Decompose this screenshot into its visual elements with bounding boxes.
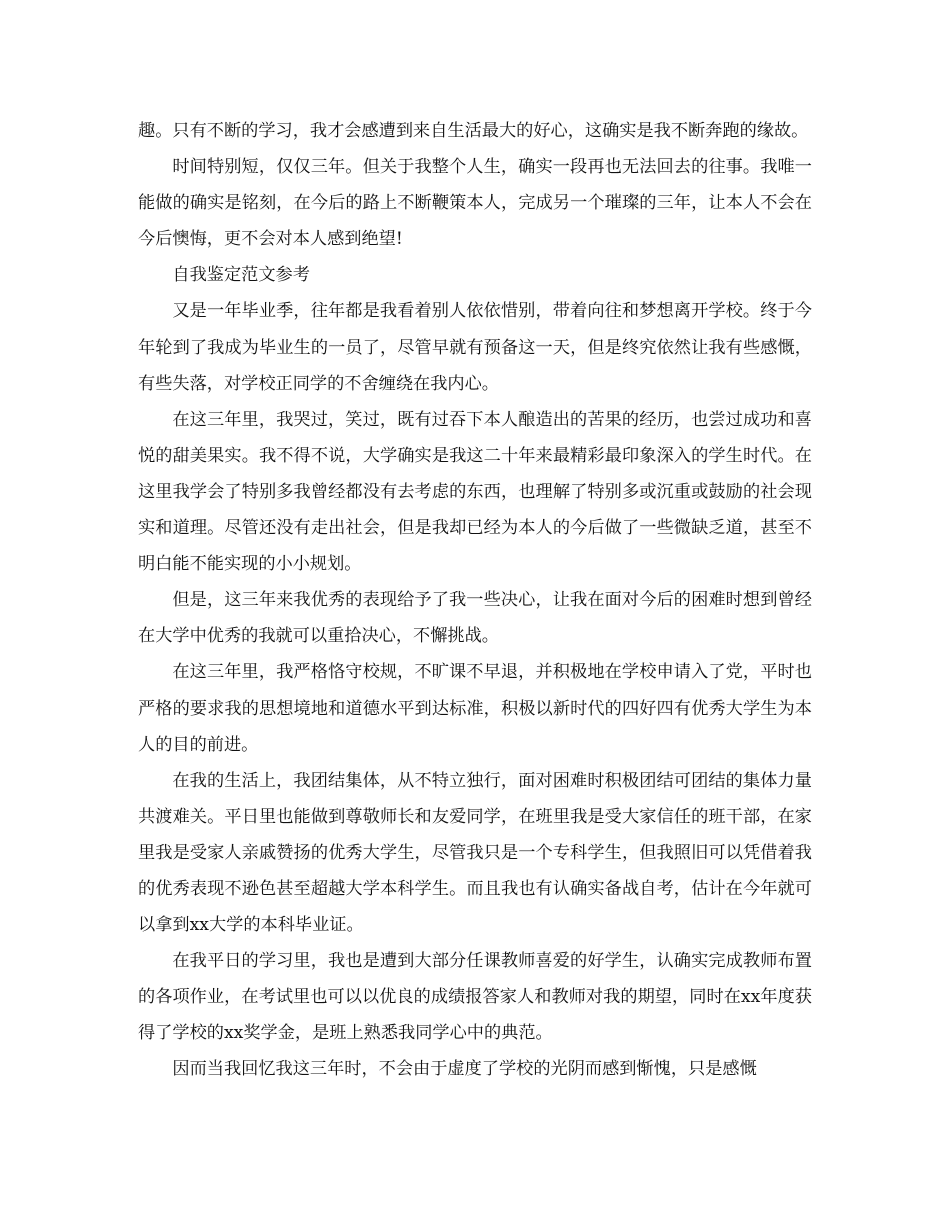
paragraph: 但是，这三年来我优秀的表现给予了我一些决心，让我在面对今后的困难时想到曾经在大学中优秀的我就可以重拾决心，不懈挑战。 [138,590,812,647]
document-body [138,113,812,1088]
paragraph: 在我平日的学习里，我也是遭到大部分任课教师喜爱的好学生，认确实完成教师布置的各项作业，在考试里也可以以优良的成绩报答家人和教师对我的期望，同时在xx年度获得了学校的xx奖学金，是班上熟悉我同学心中的典范。 [138,951,812,1044]
paragraph: 因而当我回忆我这三年时，不会由于虚度了学校的光阴而感到惭愧，只是感慨 [172,1059,757,1080]
section-heading: 自我鉴定范文参考 [172,265,310,286]
paragraph: 在我的生活上，我团结集体，从不特立独行，面对困难时积极团结可团结的集体力量共渡难关。平日里也能做到尊敬师长和友爱同学，在班里我是受大家信任的班干部，在家里我是受家人亲戚赞扬的优秀大学生，尽管我只是一个专科学生，但我照旧可以凭借着我的优秀表现不逊色甚至超越大学本科学生。而且我也有认确实备战自考，估计在今年就可以拿到xx大学的本科毕业证。 [138,770,812,936]
paragraph: 在这三年里，我哭过，笑过，既有过吞下本人酿造出的苦果的经历，也尝过成功和喜悦的甜美果实。我不得不说，大学确实是我这二十年来最精彩最印象深入的学生时代。在这里我学会了特别多我曾经都没有去考虑的东西，也理解了特别多或沉重或鼓励的社会现实和道理。尽管还没有走出社会，但是我却已经为本人的今后做了一些微缺乏道，甚至不明白能不能实现的小小规划。 [138,409,812,575]
paragraph: 又是一年毕业季，往年都是我看着别人依依惜别，带着向往和梦想离开学校。终于今年轮到了我成为毕业生的一员了，尽管早就有预备这一天，但是终究依然让我有些感慨，有些失落，对学校正同学的不舍缠绕在我内心。 [138,301,812,394]
paragraph-continuation: 趣。只有不断的学习，我才会感遭到来自生活最大的好心，这确实是我不断奔跑的缘故。 [138,121,809,141]
paragraph: 在这三年里，我严格恪守校规，不旷课不早退，并积极地在学校申请入了党，平时也严格的要求我的思想境地和道德水平到达标准，积极以新时代的四好四有优秀大学生为本人的目的前进。 [138,662,812,755]
paragraph: 时间特别短，仅仅三年。但关于我整个人生，确实一段再也无法回去的往事。我唯一能做的确实是铭刻，在今后的路上不断鞭策本人，完成另一个璀璨的三年，让本人不会在今后懊悔，更不会对本人感到绝望! [138,157,812,250]
